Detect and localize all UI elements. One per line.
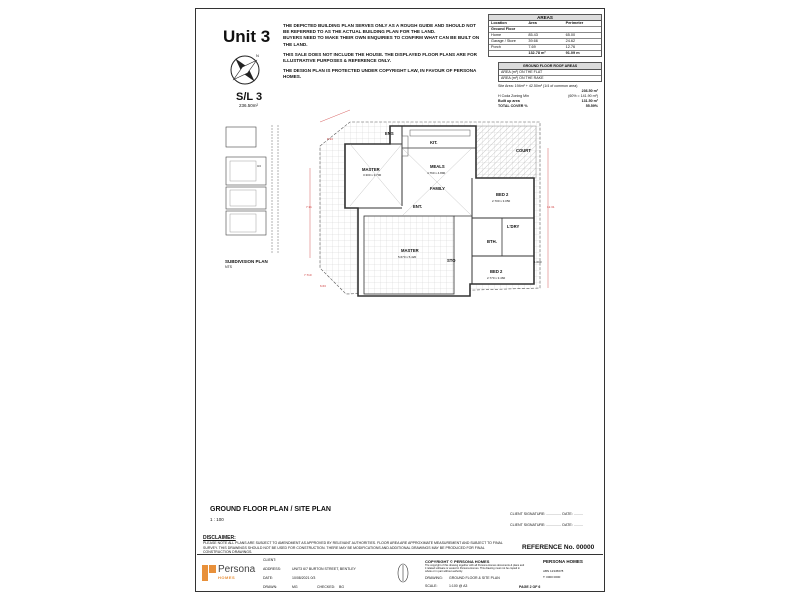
area-row-area: 39.66 <box>528 39 538 43</box>
disclaimer-heading: DISCLAIMER: <box>203 535 236 541</box>
area-row-location: Garage / Store <box>491 39 516 43</box>
room-garage: MASTER <box>401 248 419 253</box>
col-perimeter: Perimeter <box>565 21 584 25</box>
reference-number: REFERENCE No. 00000 <box>522 544 595 551</box>
areas-table <box>488 14 602 57</box>
room-bed2: BED 2 <box>496 192 509 197</box>
title-block <box>197 554 603 591</box>
note-4: THE DESIGN PLAN IS PROTECTED UNDER COPYRIGHT LAW, IN FAVOUR OF PERSONA HOMES. <box>283 68 477 80</box>
room-court: COURT <box>516 148 531 153</box>
address-label: ADDRESS: <box>263 567 281 571</box>
room-meals: MEALS <box>430 164 445 169</box>
copyright: COPYRIGHT © PERSONA HOMES <box>425 559 490 564</box>
brand-name: Persona <box>218 564 256 575</box>
unit-tag: U3 <box>257 164 261 168</box>
room-kit: KIT. <box>430 140 438 145</box>
lot-label: S/L 3 <box>236 91 263 103</box>
signature-label: CLIENT SIGNATURE: <box>510 523 546 527</box>
area-row-perimeter: 65.00 <box>565 33 576 37</box>
drawn-label: DRAWN: <box>263 585 278 589</box>
room-garage-dim: 5.670 x 5.420 <box>398 255 417 259</box>
signature-label: CLIENT SIGNATURE: <box>510 512 546 516</box>
address-value: UNIT3 6/7 BURTON STREET, BENTLEY <box>292 567 356 571</box>
note-1: THE DEPICTED BUILDING PLAN SERVES ONLY AS A ROUGH GUIDE AND SHOULD NOT BE REFERRED TO AS THE ACTUAL BUILDING PLAN FOR THE LAND. <box>283 23 476 35</box>
site-summary <box>498 84 598 109</box>
areas-title: AREAS <box>489 15 601 21</box>
copyright-note: The copyright of this drawing together with all Persona Homes documents & plans and it related software is vested in Persona Homes. This drawing must not be copied in whole or in part without authority. <box>425 564 525 573</box>
col-location: Location <box>491 21 507 25</box>
client-label: CLIENT: <box>263 558 277 562</box>
room-master-dim: 3.300 x 3.700 <box>363 173 382 177</box>
room-master: MASTER <box>362 167 380 172</box>
site-value: 236.50 m² <box>581 89 598 93</box>
scale-value: 1:100 @ A3 <box>449 584 468 588</box>
areas-total-perimeter: 91.09 m <box>565 51 580 55</box>
dim-bottom: 7.710 <box>304 273 312 277</box>
room-bth: BTH. <box>487 239 497 244</box>
drawing-value: GROUND FLOOR & SITE PLAN <box>449 576 500 580</box>
area-row-perimeter: 12.76 <box>565 45 576 49</box>
drawn-value: MG <box>292 585 298 589</box>
subdivision-plan <box>224 125 284 255</box>
disclaimer-text: PLEASE NOTE ALL PLANS ARE SUBJECT TO AMENDMENT AS APPROVED BY RELEVANT AUTHORITIES. FLOOR AREA ARE APPROXIMATE MEASUREMENT AND SUBJECT TO FINAL SURVEY. THIS DRAWINGS SHOULD NOT BE USED FOR CONSTRUCTION. THERE MAY BE MODIFICATIONS AND ADDITIONAL DRAWINGS MAY BE PRODUCED FOR FINAL CONSTRUCTION DRAWINGS. <box>203 541 503 554</box>
areas-group: Ground Floor <box>491 27 516 31</box>
company-phone: T: 0000 0000 <box>543 575 561 579</box>
brand-sub: HOMES <box>218 575 236 580</box>
plan-title: GROUND FLOOR PLAN / SITE PLAN <box>210 506 331 513</box>
date-label: DATE: <box>263 576 274 580</box>
date-value: 10/08/2021 0/3 <box>292 576 316 580</box>
company-address: ABN 12345678 <box>543 569 564 573</box>
site-label: TOTAL COVER % <box>498 104 528 108</box>
areas-total-area: 132.78 m² <box>528 51 546 55</box>
area-row-location: Porch <box>491 45 501 49</box>
dim-diag: 6.63 <box>320 284 326 288</box>
dim-top: 6.34 <box>327 137 333 141</box>
room-family: FAMILY <box>430 186 445 191</box>
subdivision-scale: NTS <box>225 265 232 269</box>
signature-date-label: DATE: <box>562 512 573 516</box>
room-ens: ENS <box>385 131 394 136</box>
area-row-perimeter: 24.62 <box>565 39 576 43</box>
room-bed2-dim: 2.700 x 3.050 <box>492 199 511 203</box>
dim-left: 7.31 <box>306 205 312 209</box>
site-value: (60% = 141.90 m²) <box>568 94 598 98</box>
room-sto: STO <box>447 258 456 263</box>
disclaimer-notes <box>283 23 483 85</box>
col-area: Area <box>528 21 537 25</box>
plan-scale: 1 : 100 <box>210 517 224 522</box>
unit-title: Unit 3 <box>223 27 271 46</box>
site-value: 55.59% <box>585 104 598 108</box>
roof-areas-table <box>498 62 602 82</box>
site-label: Built up area <box>498 99 520 103</box>
page-number: PAGE 2 OF 6 <box>519 585 541 589</box>
area-row-location: Home <box>491 33 502 37</box>
dim-side: 1.000 <box>534 260 542 264</box>
site-label: Site Area: 194m² + 42.50m² (1/4 of common area) <box>498 84 578 88</box>
persona-logo <box>200 561 256 585</box>
svg-text:N: N <box>256 53 259 58</box>
room-ldry: L'DRY <box>507 224 520 229</box>
signature-date-label: DATE: <box>562 523 573 527</box>
room-family-dim: 4.760 x 4.890 <box>427 171 446 175</box>
room-bed3-dim: 2.770 x 3.460 <box>487 276 506 280</box>
note-3: THIS SALE DOES NOT INCLUDE THE HOUSE. THE DISPLAYED FLOOR PLANS ARE FOR ILLUSTRATIVE PURPOSES & REFERENCE ONLY. <box>283 51 477 64</box>
client-signature-1: CLIENT SIGNATURE: ............... DATE: ......... <box>510 512 583 516</box>
site-value: 131.50 m² <box>581 99 598 103</box>
site-label: H Coda Zoning Min <box>498 94 529 98</box>
checked-value: BG <box>339 585 345 589</box>
north-compass-icon <box>222 47 268 93</box>
scale-label: SCALE: <box>425 584 438 588</box>
roof-row: AREA (m²) ON THE FLAT <box>499 70 601 76</box>
drawing-label: DRAWING: <box>425 576 443 580</box>
subdivision-label: SUBDIVISION PLAN <box>225 259 268 264</box>
checked-label: CHECKED: <box>317 585 336 589</box>
room-ent: ENT. <box>413 204 423 209</box>
area-row-area: 85.43 <box>528 33 538 37</box>
lot-area: 236.50m² <box>239 103 259 108</box>
client-signature-2: CLIENT SIGNATURE: ............... DATE: ......... <box>510 523 583 527</box>
north-arrow-icon <box>397 563 409 583</box>
roof-row: AREA (m²) ON THE RAKE <box>501 76 544 80</box>
room-bed3: BED 2 <box>490 269 503 274</box>
note-2: BUYERS NEED TO MAKE THEIR OWN ENQUIRIES TO CONFIRM WHAT CAN BE BUILT ON THE LAND. <box>283 35 480 47</box>
area-row-area: 7.69 <box>528 45 536 49</box>
persona-logo-icon <box>202 565 216 581</box>
dim-right: 12.31 <box>547 205 555 209</box>
roof-title: GROUND FLOOR ROOF AREAS <box>499 63 601 70</box>
company-name: PERSONA HOMES <box>543 559 583 564</box>
